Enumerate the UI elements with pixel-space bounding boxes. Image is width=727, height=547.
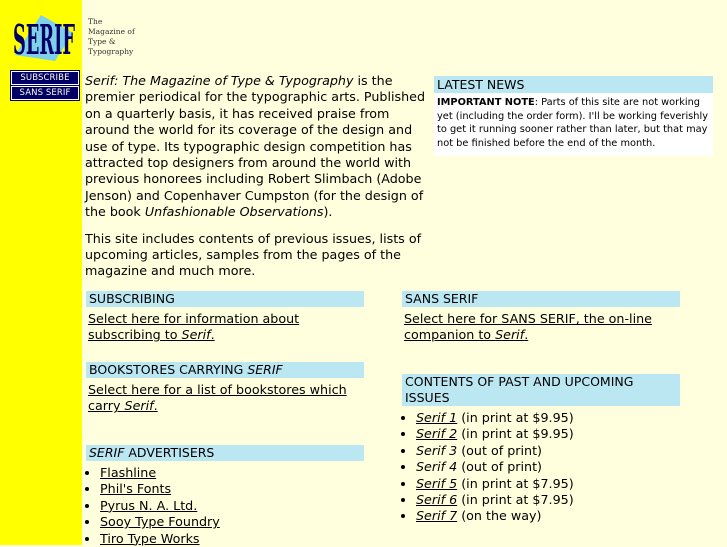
issue-link[interactable]: Serif 5 xyxy=(416,475,458,491)
intro-text-span: is the premier periodical for the typographic arts. Published on a quarterly basis, it has received praise from around the world for its coverage of the design and use of type. Its typographic design competition has attracted top designers from around the world with previous honorees including Robert Slimbach (Adobe Jenson) and Copenhaver Cumpston (for the design of the book xyxy=(85,73,426,220)
tagline-line: Type & xyxy=(88,37,116,46)
issue-note: (out of print) xyxy=(457,442,543,458)
sans-serif-link-serif: Serif xyxy=(495,327,525,343)
subscribing-link-serif: Serif xyxy=(181,327,211,343)
serif-logo[interactable] xyxy=(11,11,77,63)
sans-serif-link-end: . xyxy=(524,327,529,343)
intro-paragraph-2: This site includes contents of previous issues, lists of upcoming articles, samples from the pages of the magazine and much more. xyxy=(85,230,422,279)
advertisers-list xyxy=(86,465,364,547)
latest-news-body xyxy=(434,93,713,156)
subscribe-button[interactable]: SUBSCRIBE xyxy=(11,71,79,85)
subscribing-section xyxy=(88,311,364,344)
advertiser-item xyxy=(100,481,364,497)
intro-text-end: ). xyxy=(323,204,333,220)
tagline-line: Magazine of xyxy=(88,27,135,36)
advertisers-heading-serif: SERIF xyxy=(89,445,125,460)
advertiser-item xyxy=(100,514,364,530)
logo-tagline xyxy=(88,17,138,57)
advertisers-section xyxy=(86,465,364,547)
issue-link[interactable]: Serif 6 xyxy=(416,492,458,508)
intro-paragraph-1 xyxy=(85,73,433,221)
important-note-text: : Parts of this site are not working yet (including the order form). I'll be working feverishly to get it running sooner rather than later, but that may not be finished before the end of the month. xyxy=(437,97,709,149)
issues-section xyxy=(402,410,702,525)
advertisers-heading xyxy=(86,445,364,461)
book-title: Unfashionable Observations xyxy=(144,204,324,220)
advertiser-link-tiro[interactable]: Tiro Type Works xyxy=(100,530,200,546)
bookstores-link-serif: Serif xyxy=(124,398,154,414)
issue-item xyxy=(416,443,702,459)
sans-serif-heading: SANS SERIF xyxy=(402,291,680,307)
issue-item xyxy=(416,459,702,475)
issue-note: (in print at $7.95) xyxy=(457,492,574,508)
important-note-label: IMPORTANT NOTE xyxy=(437,97,535,108)
sans-serif-button[interactable]: SANS SERIF xyxy=(11,86,79,100)
advertiser-link-phils-fonts[interactable]: Phil's Fonts xyxy=(100,481,172,497)
issue-item xyxy=(416,410,702,426)
bookstores-section xyxy=(88,382,364,415)
issue-item xyxy=(416,476,702,492)
intro-text xyxy=(85,73,433,290)
issue-link[interactable]: Serif 7 xyxy=(416,508,458,524)
issue-note: (on the way) xyxy=(457,508,542,524)
issue-link[interactable]: Serif 1 xyxy=(416,410,458,425)
issue-link[interactable]: Serif 2 xyxy=(416,426,458,442)
tagline-line: The xyxy=(88,17,103,26)
issue-name: Serif 4 xyxy=(416,459,458,475)
issue-note: (in print at $9.95) xyxy=(457,410,574,425)
subscribing-link-text: Select here for information about subscribing to xyxy=(88,311,300,343)
issues-list xyxy=(402,410,702,525)
tagline-line: Typography xyxy=(88,47,134,56)
bookstores-link-text: Select here for a list of bookstores which carry xyxy=(88,382,347,414)
advertiser-link-pyrus[interactable]: Pyrus N. A. Ltd. xyxy=(100,497,198,513)
bookstores-link-end: . xyxy=(153,398,158,414)
advertisers-heading-text: ADVERTISERS xyxy=(124,445,215,460)
subscribing-link[interactable] xyxy=(88,311,299,342)
subscribing-heading: SUBSCRIBING xyxy=(86,291,364,307)
logo-wordmark: SERIF xyxy=(13,16,76,63)
latest-news-heading: LATEST NEWS xyxy=(434,76,713,93)
issue-item xyxy=(416,508,702,524)
contents-heading: CONTENTS OF PAST AND UPCOMING ISSUES xyxy=(402,374,680,406)
bookstores-heading-text: BOOKSTORES CARRYING xyxy=(89,362,248,377)
advertiser-item xyxy=(100,498,364,514)
advertiser-link-sooy[interactable]: Sooy Type Foundry xyxy=(100,514,220,530)
sans-serif-link[interactable] xyxy=(404,311,652,342)
sans-serif-section xyxy=(404,311,680,344)
latest-news-box xyxy=(434,76,713,156)
advertiser-link-flashline[interactable]: Flashline xyxy=(100,465,157,480)
bookstores-link[interactable] xyxy=(88,382,347,413)
issue-name: Serif 3 xyxy=(416,442,458,458)
issue-note: (in print at $9.95) xyxy=(457,426,574,442)
sans-serif-link-text: Select here for SANS SERIF, the on-line companion to xyxy=(404,311,652,343)
bookstores-heading xyxy=(86,362,364,378)
subscribing-link-end: . xyxy=(210,327,215,343)
issue-note: (in print at $7.95) xyxy=(457,475,574,491)
issue-note: (out of print) xyxy=(457,459,543,475)
issue-item xyxy=(416,492,702,508)
issue-item xyxy=(416,426,702,442)
magazine-title: Serif: The Magazine of Type & Typography xyxy=(85,73,354,88)
advertiser-item xyxy=(100,465,364,481)
bookstores-heading-serif: SERIF xyxy=(247,362,283,377)
